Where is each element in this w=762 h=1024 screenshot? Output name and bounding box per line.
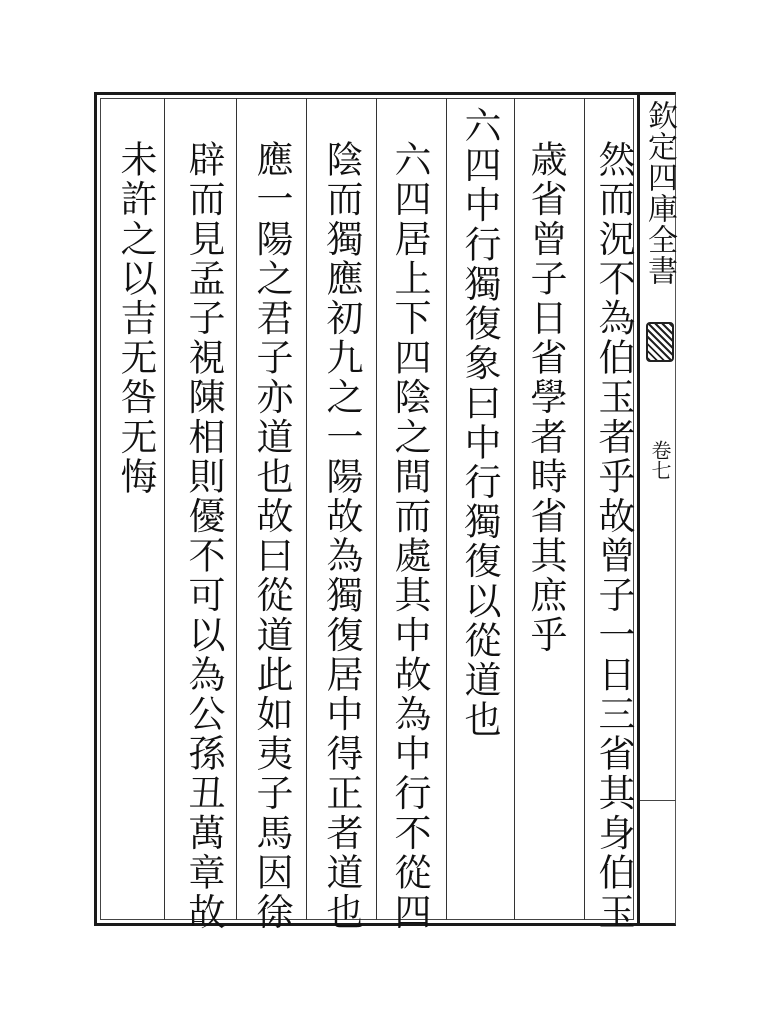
text-column-6: 應一陽之君子亦道也故曰從道此如夷子馬因徐 — [250, 140, 293, 932]
column-divider — [584, 98, 585, 920]
column-divider — [306, 98, 307, 920]
text-column-1: 然而況不為伯玉者乎故曾子一日三省其身伯玉 — [592, 140, 635, 932]
margin-divider — [640, 800, 676, 801]
volume-label: 卷七 — [648, 440, 672, 480]
text-column-8: 未許之以吉无咎无悔 — [114, 140, 157, 497]
column-divider — [376, 98, 377, 920]
column-divider — [514, 98, 515, 920]
column-divider — [164, 98, 165, 920]
book-title: 欽定四庫全書 — [642, 100, 677, 286]
text-column-4: 六四居上下四陰之間而處其中故為中行不從四 — [388, 140, 431, 932]
text-column-5: 陰而獨應初九之一陽故為獨復居中得正者道也 — [320, 140, 363, 932]
text-column-2: 歳省曾子日省學者時省其庶乎 — [524, 140, 567, 655]
column-divider — [236, 98, 237, 920]
text-column-7: 辟而見孟子視陳相則優不可以為公孫丑萬章故 — [182, 140, 225, 932]
column-divider — [446, 98, 447, 920]
seal-mark-icon — [646, 322, 674, 362]
text-column-3: 六四中行獨復象曰中行獨復以從道也 — [458, 106, 501, 740]
